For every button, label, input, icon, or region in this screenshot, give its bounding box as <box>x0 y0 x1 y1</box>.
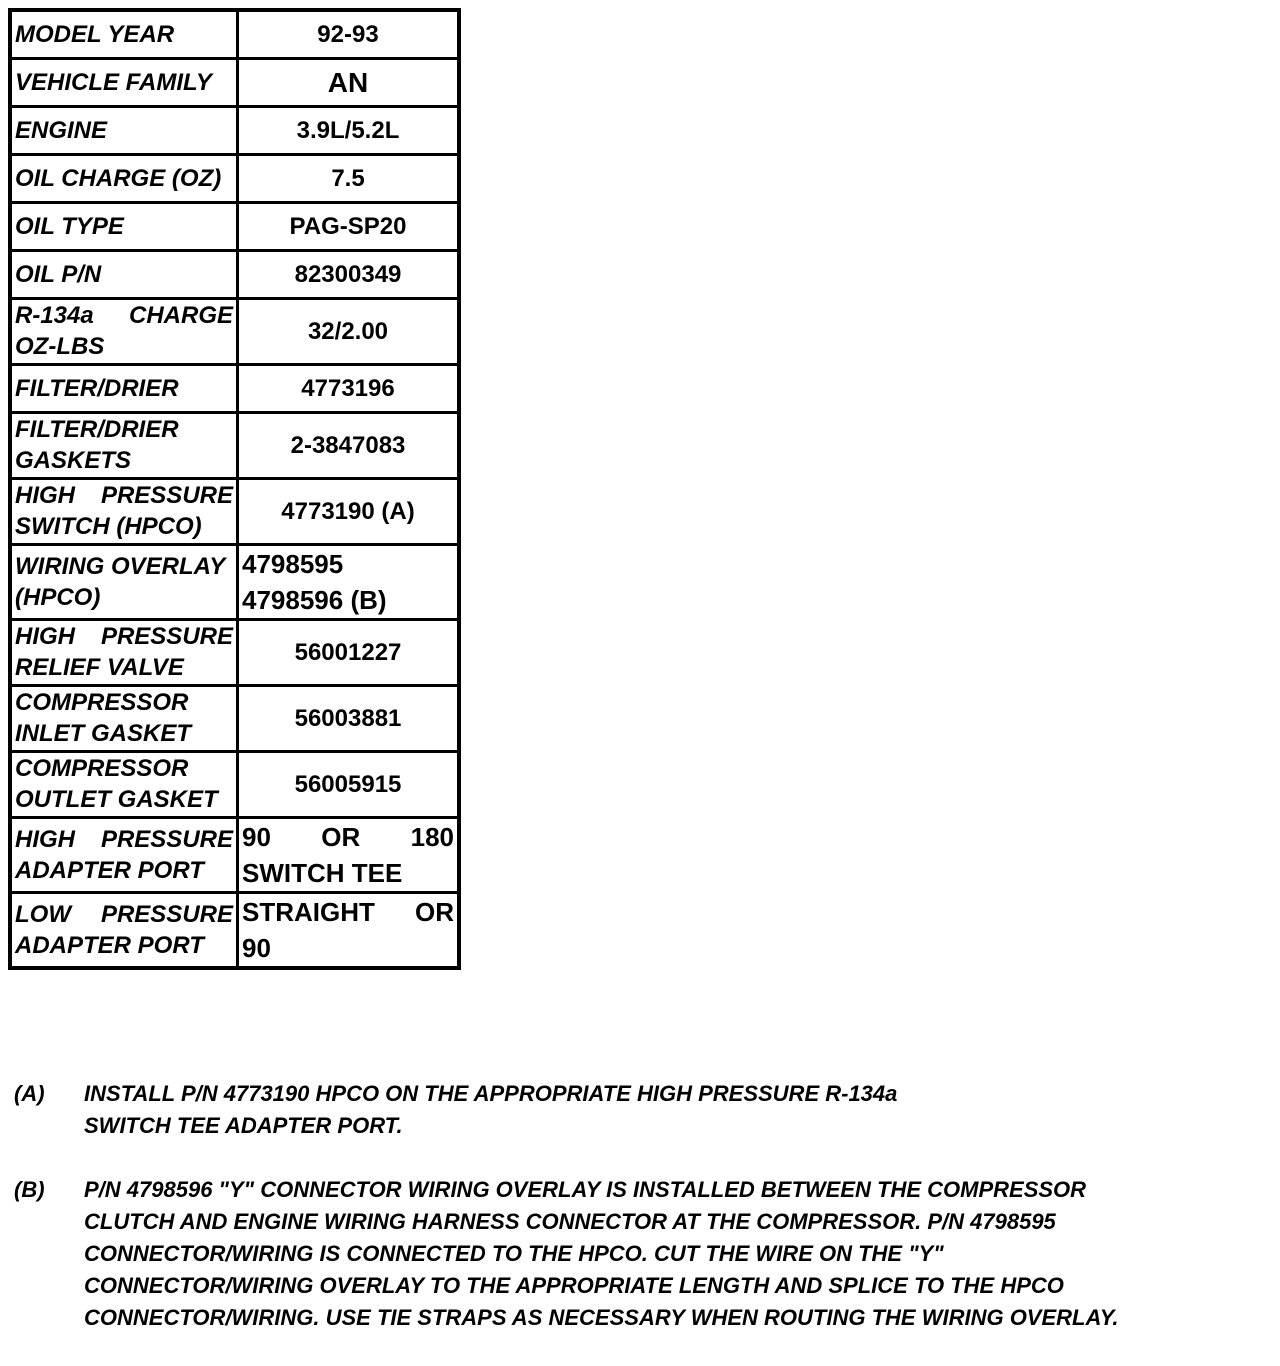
value-line: 4798595 <box>242 548 344 579</box>
label-line: ADAPTER PORT <box>15 931 204 959</box>
label-word: PRESSURE <box>100 900 233 928</box>
value-line <box>242 894 454 930</box>
label-line: COMPRESSOR <box>15 689 189 716</box>
footnote-line: CLUTCH AND ENGINE WIRING HARNESS CONNECTOR AT THE COMPRESSOR. P/N 4798595 <box>84 1209 1056 1234</box>
label-line <box>15 824 233 855</box>
row-value: 4773196 <box>238 364 460 412</box>
row-label: FILTER/DRIER <box>10 364 238 412</box>
row-value: AN <box>238 58 460 106</box>
table-row <box>10 478 459 544</box>
label-word: HIGH <box>15 825 75 853</box>
row-label: OIL CHARGE (OZ) <box>10 154 238 202</box>
label-line: FILTER/DRIER <box>15 416 179 443</box>
table-row <box>10 817 459 892</box>
value-line: 90 <box>242 932 271 963</box>
row-value: 3.9L/5.2L <box>238 106 460 154</box>
row-value: 2-3847083 <box>238 412 460 478</box>
row-value: 82300349 <box>238 250 460 298</box>
row-value <box>238 892 460 968</box>
row-value: PAG-SP20 <box>238 202 460 250</box>
table-row <box>10 544 459 619</box>
label-line <box>15 621 233 652</box>
value-word: OR <box>321 821 361 852</box>
label-line <box>15 899 233 930</box>
row-label: MODEL YEAR <box>10 10 238 58</box>
table-row <box>10 298 459 364</box>
label-line: (HPCO) <box>15 583 101 611</box>
table-row <box>10 202 459 250</box>
row-value: 4773190 (A) <box>238 478 460 544</box>
footnotes <box>14 1078 1276 1366</box>
row-value: 56005915 <box>238 751 460 817</box>
table-row <box>10 364 459 412</box>
row-label: VEHICLE FAMILY <box>10 58 238 106</box>
row-value: 32/2.00 <box>238 298 460 364</box>
table-row <box>10 58 459 106</box>
table-row <box>10 250 459 298</box>
row-label <box>10 544 238 619</box>
label-line <box>15 480 233 511</box>
row-label: OIL P/N <box>10 250 238 298</box>
footnote-line: CONNECTOR/WIRING OVERLAY TO THE APPROPRIATE LENGTH AND SPLICE TO THE HPCO <box>84 1273 1064 1298</box>
table-row <box>10 10 459 58</box>
label-word: HIGH <box>15 623 75 650</box>
label-word: LOW <box>15 900 71 928</box>
footnote-text <box>84 1078 1276 1142</box>
row-label: OIL TYPE <box>10 202 238 250</box>
spec-table <box>8 8 461 970</box>
row-label <box>10 751 238 817</box>
footnote-line: CONNECTOR/WIRING. USE TIE STRAPS AS NECESSARY WHEN ROUTING THE WIRING OVERLAY. <box>84 1305 1119 1330</box>
row-label <box>10 892 238 968</box>
row-label <box>10 685 238 751</box>
value-line: SWITCH TEE <box>242 857 403 888</box>
footnote-text <box>84 1174 1276 1334</box>
label-word: PRESSURE <box>100 825 233 853</box>
label-line: WIRING OVERLAY <box>15 552 226 580</box>
footnote-line: SWITCH TEE ADAPTER PORT. <box>84 1113 403 1138</box>
value-line: 4798596 (B) <box>242 584 387 615</box>
label-line: INLET GASKET <box>15 720 192 747</box>
label-line: OUTLET GASKET <box>15 786 218 813</box>
row-label <box>10 619 238 685</box>
label-line: COMPRESSOR <box>15 755 189 782</box>
table-row <box>10 685 459 751</box>
value-word: OR <box>415 896 454 927</box>
row-value: 56001227 <box>238 619 460 685</box>
row-value: 7.5 <box>238 154 460 202</box>
table-row <box>10 106 459 154</box>
row-label <box>10 298 238 364</box>
label-word: R-134a <box>15 302 94 329</box>
row-label <box>10 478 238 544</box>
label-word: PRESSURE <box>100 623 233 650</box>
row-value: 56003881 <box>238 685 460 751</box>
label-word: CHARGE <box>128 302 233 329</box>
row-value: 92-93 <box>238 10 460 58</box>
label-line: RELIEF VALVE <box>15 654 184 681</box>
table-row <box>10 412 459 478</box>
table-row <box>10 154 459 202</box>
label-line <box>15 300 233 331</box>
label-word: HIGH <box>15 482 75 509</box>
row-label: ENGINE <box>10 106 238 154</box>
row-label <box>10 412 238 478</box>
value-word: 90 <box>242 821 271 852</box>
footnote-line: INSTALL P/N 4773190 HPCO ON THE APPROPRIATE HIGH PRESSURE R-134a <box>84 1081 898 1106</box>
footnote-key: (A) <box>14 1081 45 1106</box>
footnote-line: CONNECTOR/WIRING IS CONNECTED TO THE HPCO. CUT THE WIRE ON THE "Y" <box>84 1241 944 1266</box>
row-label <box>10 817 238 892</box>
label-line: OZ-LBS <box>15 333 105 360</box>
label-line: GASKETS <box>15 447 132 474</box>
value-word: STRAIGHT <box>242 896 375 927</box>
value-line <box>242 819 454 855</box>
table-row <box>10 619 459 685</box>
row-value <box>238 817 460 892</box>
label-line: SWITCH (HPCO) <box>15 513 202 540</box>
footnote-key: (B) <box>14 1177 45 1202</box>
footnote-b <box>14 1174 1276 1334</box>
footnote-a <box>14 1078 1276 1142</box>
table-row <box>10 751 459 817</box>
footnote-line: P/N 4798596 "Y" CONNECTOR WIRING OVERLAY IS INSTALLED BETWEEN THE COMPRESSOR <box>84 1177 1087 1202</box>
label-line: ADAPTER PORT <box>15 856 204 884</box>
row-value <box>238 544 460 619</box>
label-word: PRESSURE <box>100 482 233 509</box>
value-word: 180 <box>410 821 454 852</box>
table-row <box>10 892 459 968</box>
